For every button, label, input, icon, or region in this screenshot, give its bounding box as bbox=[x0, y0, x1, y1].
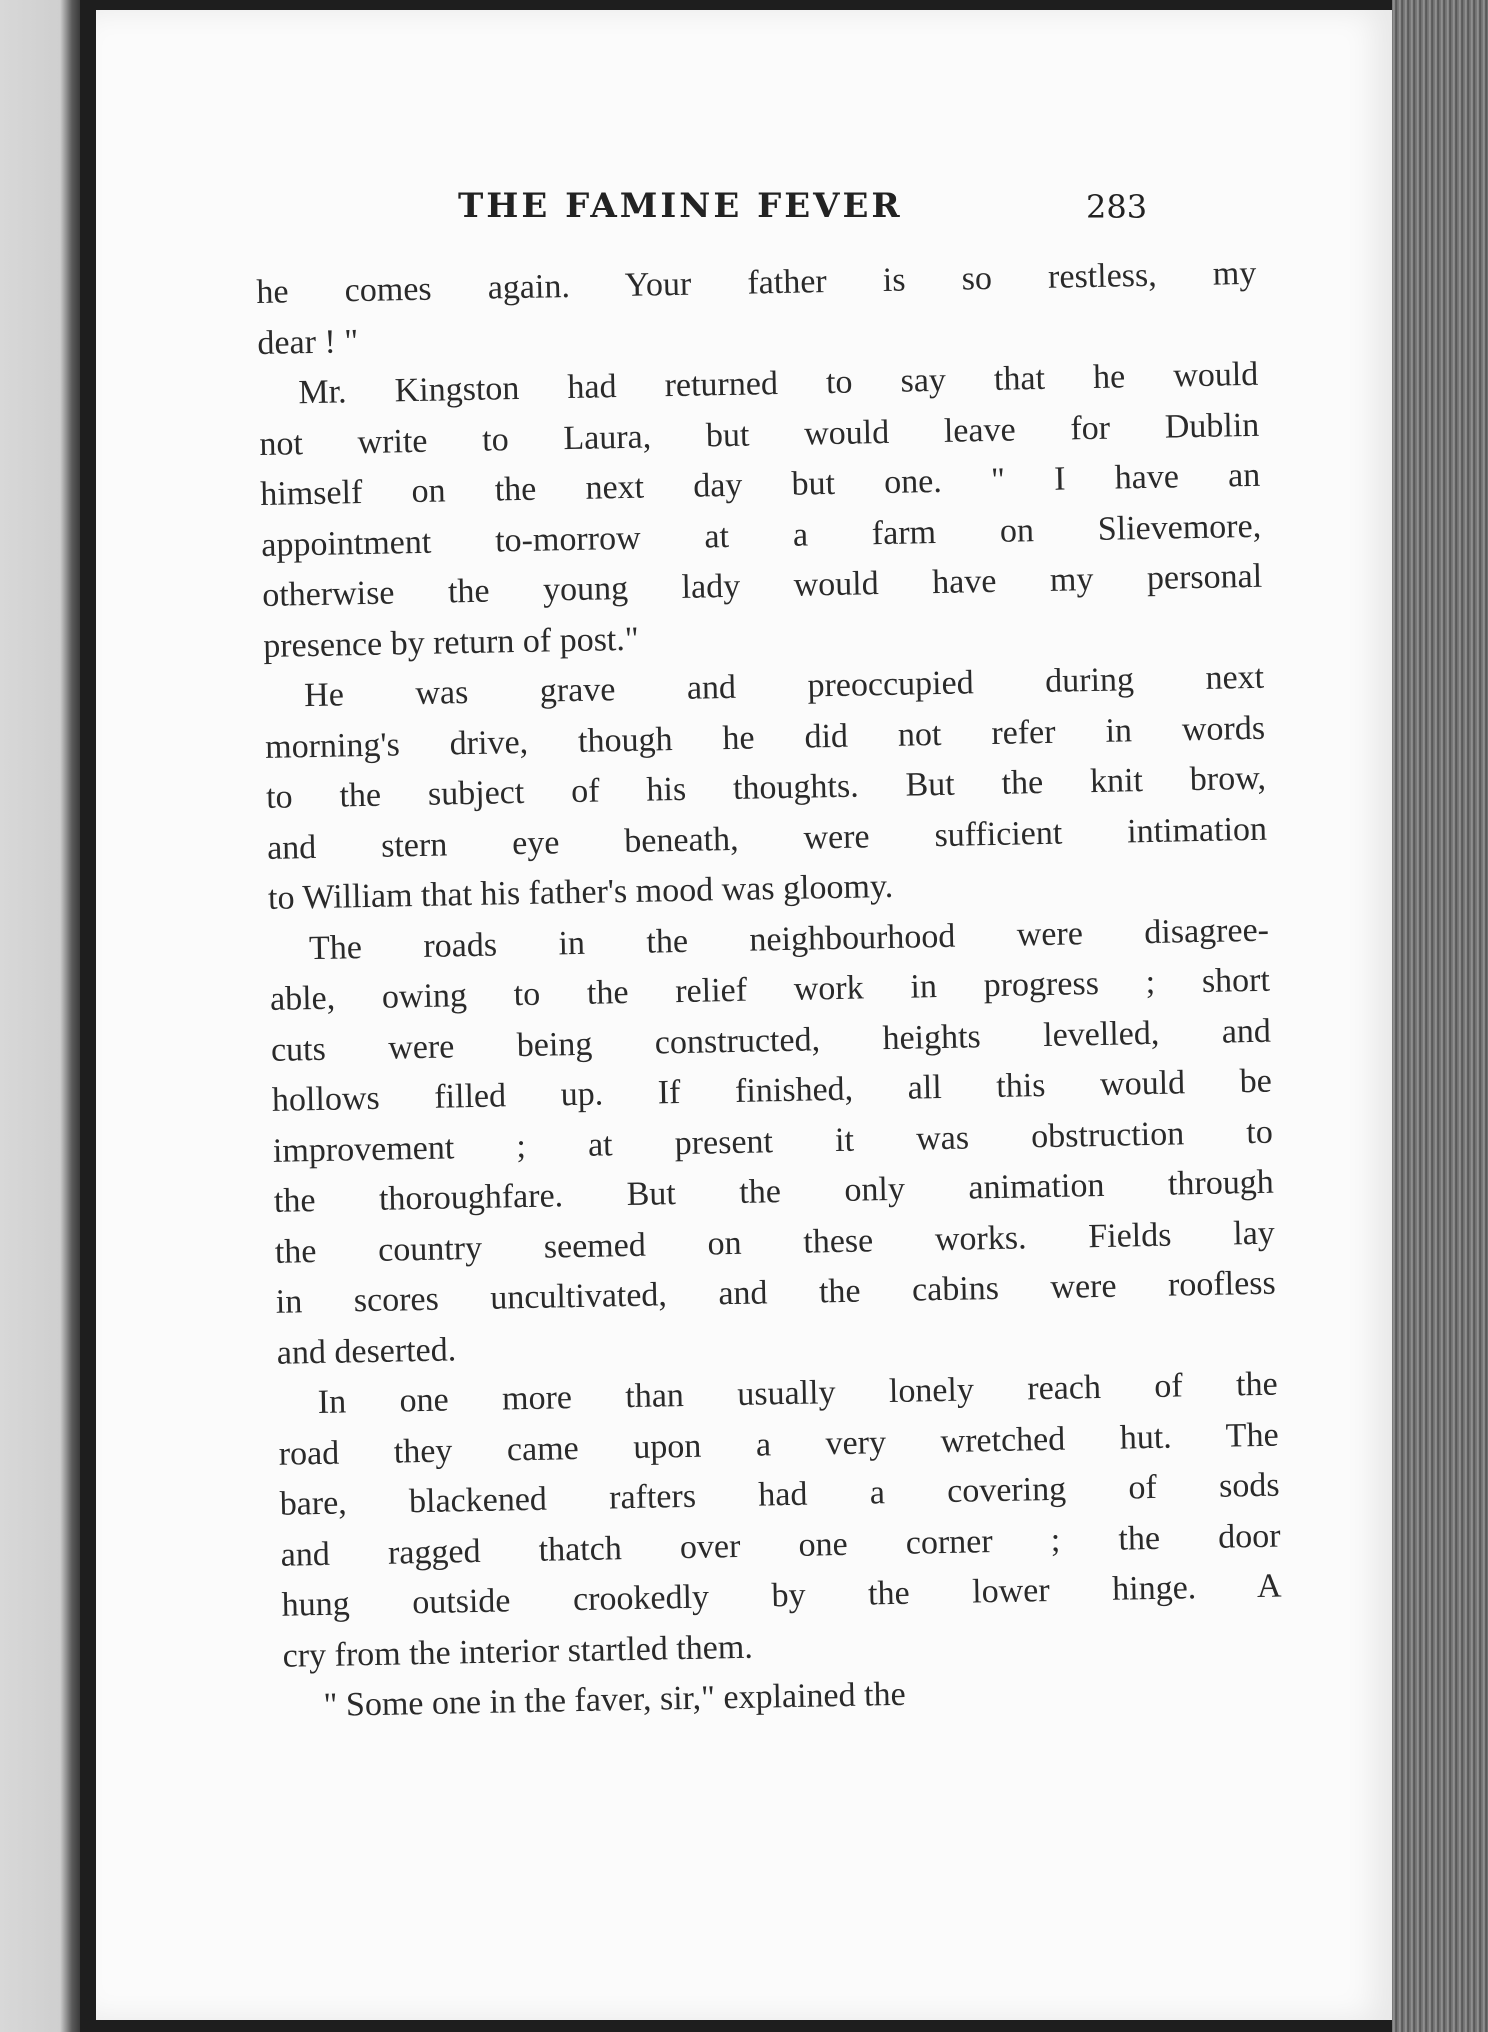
text-line: presence by return of post." bbox=[262, 620, 640, 665]
paragraph bbox=[277, 1360, 1283, 1682]
left-page-edge bbox=[0, 0, 80, 2032]
text-line: morning's drive, though he did not refer in words bbox=[264, 709, 1266, 766]
text-line: cry from the interior startled them. bbox=[282, 1628, 754, 1675]
page-number: 283 bbox=[1086, 188, 1148, 226]
text-line: to William that his father's mood was gloomy. bbox=[267, 867, 894, 917]
text-line: appointment to-morrow at a farm on Slievemore, bbox=[260, 507, 1262, 564]
text-line: In one more than usually lonely reach of the bbox=[317, 1365, 1278, 1422]
text-line: the thoroughfare. But the only animation through bbox=[273, 1163, 1275, 1220]
text-line: and deserted. bbox=[276, 1330, 457, 1372]
text-line: and ragged thatch over one corner ; the door bbox=[280, 1517, 1281, 1574]
text-line: and stern eye beneath, were sufficient intimation bbox=[266, 810, 1268, 867]
paragraph bbox=[256, 249, 1258, 369]
running-head-title: THE FAMINE FEVER bbox=[458, 186, 903, 226]
text-line: hung outside crookedly by the lower hinge. A bbox=[281, 1567, 1282, 1624]
text-line: he comes again. Your father is so restless, my bbox=[256, 254, 1257, 311]
text-line: not write to Laura, but would leave for Dublin bbox=[259, 406, 1260, 463]
paragraph bbox=[264, 653, 1269, 925]
text-line: He was grave and preoccupied during next bbox=[303, 658, 1265, 715]
text-line: The roads in the neighbourhood were disagree- bbox=[308, 911, 1270, 967]
text-line: to the subject of his thoughts. But the knit brow, bbox=[265, 759, 1267, 816]
text-line: road they came upon a very wretched hut. The bbox=[278, 1416, 1279, 1473]
text-line: improvement ; at present it was obstruction to bbox=[272, 1113, 1274, 1170]
text-line: able, owing to the relief work in progress ; short bbox=[269, 961, 1271, 1018]
paragraph bbox=[269, 905, 1278, 1379]
text-line: bare, blackened rafters had a covering of sods bbox=[279, 1466, 1280, 1523]
body-text bbox=[256, 249, 1284, 1732]
paragraph bbox=[258, 350, 1264, 672]
book-page bbox=[96, 10, 1392, 2020]
text-line: dear ! " bbox=[257, 322, 359, 362]
text-line: in scores uncultivated, and the cabins were roofless bbox=[275, 1264, 1277, 1321]
text-line: cuts were being constructed, heights levelled, and bbox=[270, 1012, 1272, 1069]
text-line: the country seemed on these works. Fields lay bbox=[274, 1214, 1276, 1271]
text-line: " Some one in the faver, sir," explained the bbox=[323, 1675, 906, 1724]
text-line: Mr. Kingston had returned to say that he would bbox=[298, 355, 1259, 412]
page-stack-edge bbox=[1392, 0, 1488, 2032]
text-line: hollows filled up. If finished, all this would be bbox=[271, 1062, 1273, 1119]
text-line: himself on the next day but one. " I have an bbox=[259, 456, 1261, 513]
running-head bbox=[96, 186, 1392, 236]
text-line: otherwise the young lady would have my personal bbox=[261, 557, 1263, 614]
